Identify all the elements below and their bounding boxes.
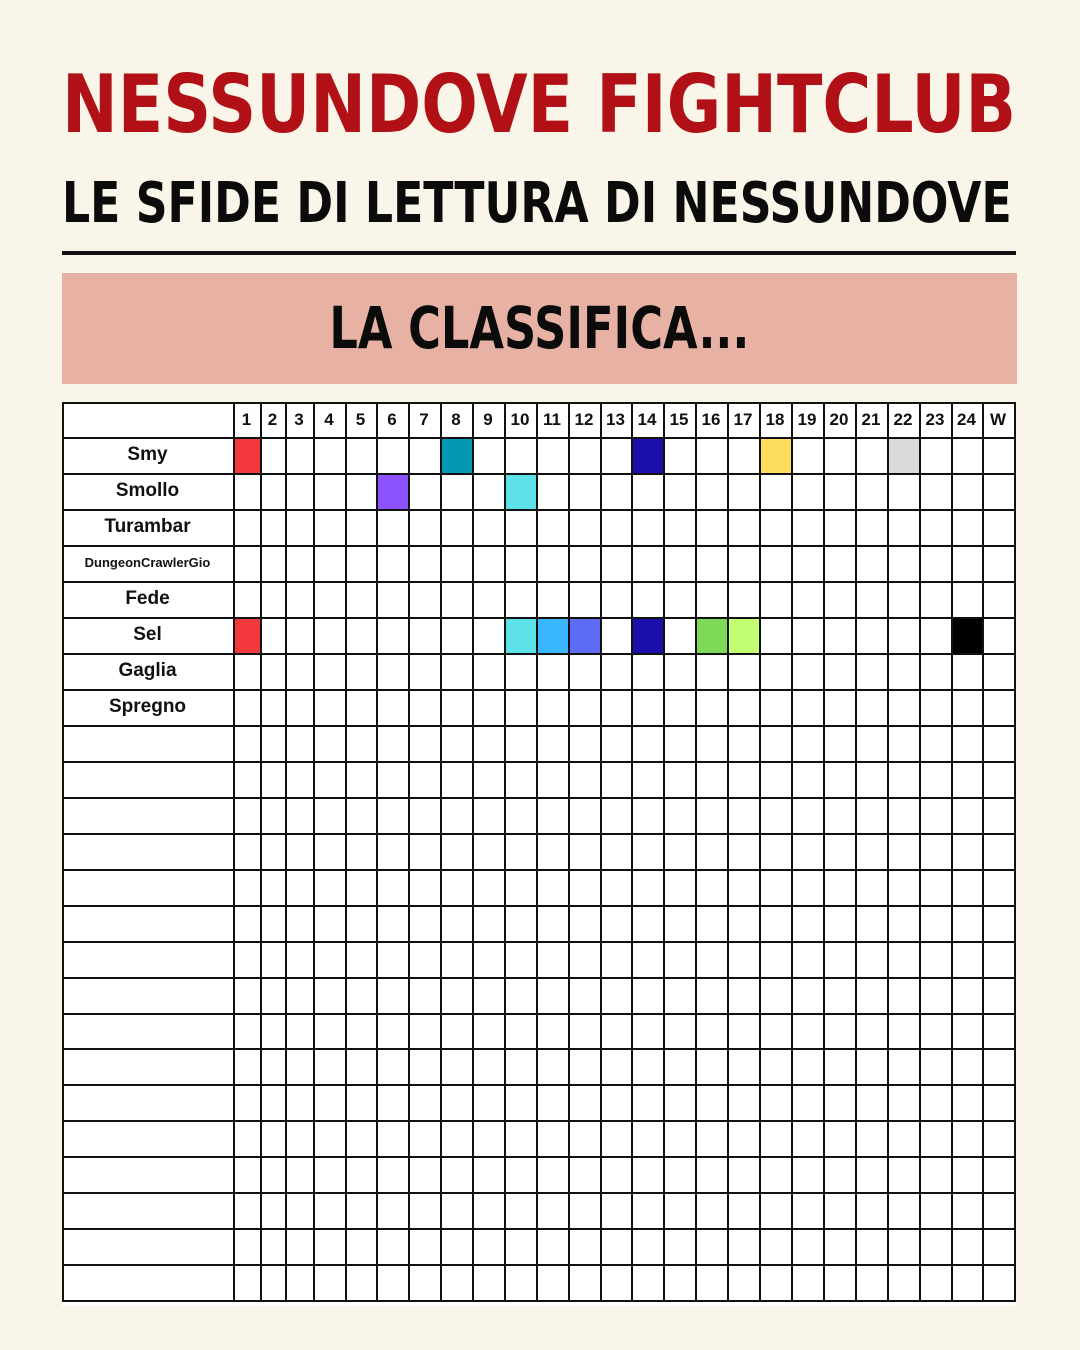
player-name bbox=[62, 1228, 233, 1264]
challenge-mark-10 bbox=[505, 618, 537, 654]
grid-line-vertical bbox=[440, 402, 442, 1302]
column-header-18: 18 bbox=[765, 410, 785, 429]
column-header-2: 2 bbox=[267, 410, 278, 429]
grid-line-horizontal bbox=[62, 1013, 1016, 1015]
column-header-12: 12 bbox=[574, 410, 594, 429]
grid-line-vertical bbox=[823, 402, 825, 1302]
player-name: DungeonCrawlerGio bbox=[84, 555, 211, 570]
player-name bbox=[62, 1048, 233, 1084]
player-name bbox=[62, 869, 233, 905]
player-name bbox=[62, 761, 233, 797]
column-header-17: 17 bbox=[733, 410, 753, 429]
grid-line-horizontal bbox=[62, 402, 1016, 404]
grid-line-horizontal bbox=[62, 725, 1016, 727]
challenge-mark-11 bbox=[537, 618, 569, 654]
player-name bbox=[62, 725, 233, 761]
grid-line-horizontal bbox=[62, 761, 1016, 763]
player-name: Smollo bbox=[115, 480, 180, 501]
grid-line-vertical bbox=[855, 402, 857, 1302]
column-header-11: 11 bbox=[543, 410, 561, 429]
challenge-mark-16 bbox=[696, 618, 728, 654]
page-subtitle: LE SFIDE DI LETTURA DI NESSUNDOVE bbox=[62, 171, 1012, 236]
leaderboard-banner bbox=[62, 273, 1017, 384]
grid-line-horizontal bbox=[62, 473, 1016, 475]
player-name bbox=[62, 1156, 233, 1192]
grid-line-horizontal bbox=[62, 977, 1016, 979]
grid-line-vertical bbox=[695, 402, 697, 1302]
player-name bbox=[62, 941, 233, 977]
column-header-14: 14 bbox=[637, 410, 657, 429]
grid-line-horizontal bbox=[62, 437, 1016, 439]
column-header-13: 13 bbox=[606, 410, 625, 429]
player-name bbox=[62, 797, 233, 833]
grid-line-vertical bbox=[919, 402, 921, 1302]
column-header-5: 5 bbox=[355, 410, 366, 429]
grid-line-vertical bbox=[285, 402, 287, 1302]
leaderboard-grid bbox=[62, 402, 1016, 1306]
column-header-22: 22 bbox=[893, 410, 913, 429]
player-name bbox=[62, 1013, 233, 1048]
challenge-mark-12 bbox=[569, 618, 601, 654]
column-header-21: 21 bbox=[861, 410, 881, 429]
grid-line-vertical bbox=[233, 402, 235, 1302]
column-header-20: 20 bbox=[829, 410, 849, 429]
challenge-mark-22 bbox=[888, 438, 920, 474]
challenge-mark-1 bbox=[234, 438, 261, 474]
column-header-3: 3 bbox=[294, 410, 304, 429]
challenge-mark-6 bbox=[377, 474, 409, 510]
grid-line-vertical bbox=[663, 402, 665, 1302]
grid-line-vertical bbox=[313, 402, 315, 1302]
divider bbox=[62, 251, 1016, 255]
grid-line-vertical bbox=[759, 402, 761, 1302]
grid-line-vertical bbox=[727, 402, 729, 1302]
column-header-w: W bbox=[989, 410, 1007, 429]
grid-line-vertical bbox=[504, 402, 506, 1302]
grid-line-horizontal bbox=[62, 1228, 1016, 1230]
player-name: Fede bbox=[125, 588, 170, 609]
challenge-mark-24 bbox=[952, 618, 983, 654]
column-header-19: 19 bbox=[797, 410, 817, 429]
player-name bbox=[62, 1084, 233, 1120]
column-header-4: 4 bbox=[324, 410, 334, 429]
player-name bbox=[62, 1192, 233, 1228]
player-name bbox=[62, 1264, 233, 1300]
grid-line-vertical bbox=[982, 402, 984, 1302]
player-name bbox=[62, 977, 233, 1013]
grid-line-vertical bbox=[376, 402, 378, 1302]
grid-line-horizontal bbox=[62, 797, 1016, 799]
column-header-7: 7 bbox=[419, 410, 429, 429]
column-header-1: 1 bbox=[241, 410, 252, 429]
challenge-mark-1 bbox=[234, 618, 261, 654]
grid-line-horizontal bbox=[62, 1192, 1016, 1194]
player-name: Sel bbox=[133, 624, 162, 645]
page-title: NESSUNDOVE FIGHTCLUB bbox=[62, 58, 1017, 151]
grid-line-vertical bbox=[791, 402, 793, 1302]
grid-line-horizontal bbox=[62, 1120, 1016, 1122]
challenge-mark-14 bbox=[632, 438, 664, 474]
challenge-mark-8 bbox=[441, 438, 473, 474]
grid-line-vertical bbox=[62, 402, 64, 1302]
column-header-6: 6 bbox=[387, 410, 397, 429]
grid-line-horizontal bbox=[62, 545, 1016, 547]
column-header-10: 10 bbox=[510, 410, 530, 429]
player-name bbox=[62, 905, 233, 941]
player-name bbox=[62, 1120, 233, 1156]
column-header-23: 23 bbox=[925, 410, 945, 429]
grid-line-horizontal bbox=[62, 905, 1016, 907]
column-header-24: 24 bbox=[957, 410, 976, 429]
grid-line-horizontal bbox=[62, 833, 1016, 835]
challenge-mark-14 bbox=[632, 618, 664, 654]
grid-line-vertical bbox=[472, 402, 474, 1302]
grid-line-vertical bbox=[1014, 402, 1016, 1302]
grid-line-horizontal bbox=[62, 581, 1016, 583]
grid-line-horizontal bbox=[62, 1156, 1016, 1158]
grid-line-horizontal bbox=[62, 1300, 1016, 1302]
grid-line-vertical bbox=[568, 402, 570, 1302]
column-header-9: 9 bbox=[483, 410, 493, 429]
grid-line-vertical bbox=[600, 402, 602, 1302]
grid-line-horizontal bbox=[62, 617, 1016, 619]
grid-line-vertical bbox=[536, 402, 538, 1302]
banner-label: LA CLASSIFICA... bbox=[329, 294, 750, 362]
challenge-mark-18 bbox=[760, 438, 792, 474]
grid-line-vertical bbox=[260, 402, 262, 1302]
player-name: Turambar bbox=[104, 516, 191, 537]
grid-line-vertical bbox=[631, 402, 633, 1302]
grid-line-horizontal bbox=[62, 1084, 1016, 1086]
challenge-mark-10 bbox=[505, 474, 537, 510]
player-name bbox=[62, 833, 233, 869]
grid-line-horizontal bbox=[62, 689, 1016, 691]
grid-line-vertical bbox=[887, 402, 889, 1302]
column-header-16: 16 bbox=[701, 410, 721, 429]
grid-line-horizontal bbox=[62, 941, 1016, 943]
challenge-mark-17 bbox=[728, 618, 760, 654]
player-name: Gaglia bbox=[118, 660, 177, 681]
player-name: Spregno bbox=[108, 696, 187, 717]
grid-line-vertical bbox=[408, 402, 410, 1302]
column-header-15: 15 bbox=[669, 410, 689, 429]
grid-line-vertical bbox=[345, 402, 347, 1302]
grid-line-horizontal bbox=[62, 1264, 1016, 1266]
grid-line-vertical bbox=[951, 402, 953, 1302]
grid-line-horizontal bbox=[62, 869, 1016, 871]
column-header-8: 8 bbox=[451, 410, 461, 429]
grid-line-horizontal bbox=[62, 653, 1016, 655]
grid-line-horizontal bbox=[62, 1048, 1016, 1050]
player-name: Smy bbox=[127, 444, 168, 465]
grid-line-horizontal bbox=[62, 509, 1016, 511]
